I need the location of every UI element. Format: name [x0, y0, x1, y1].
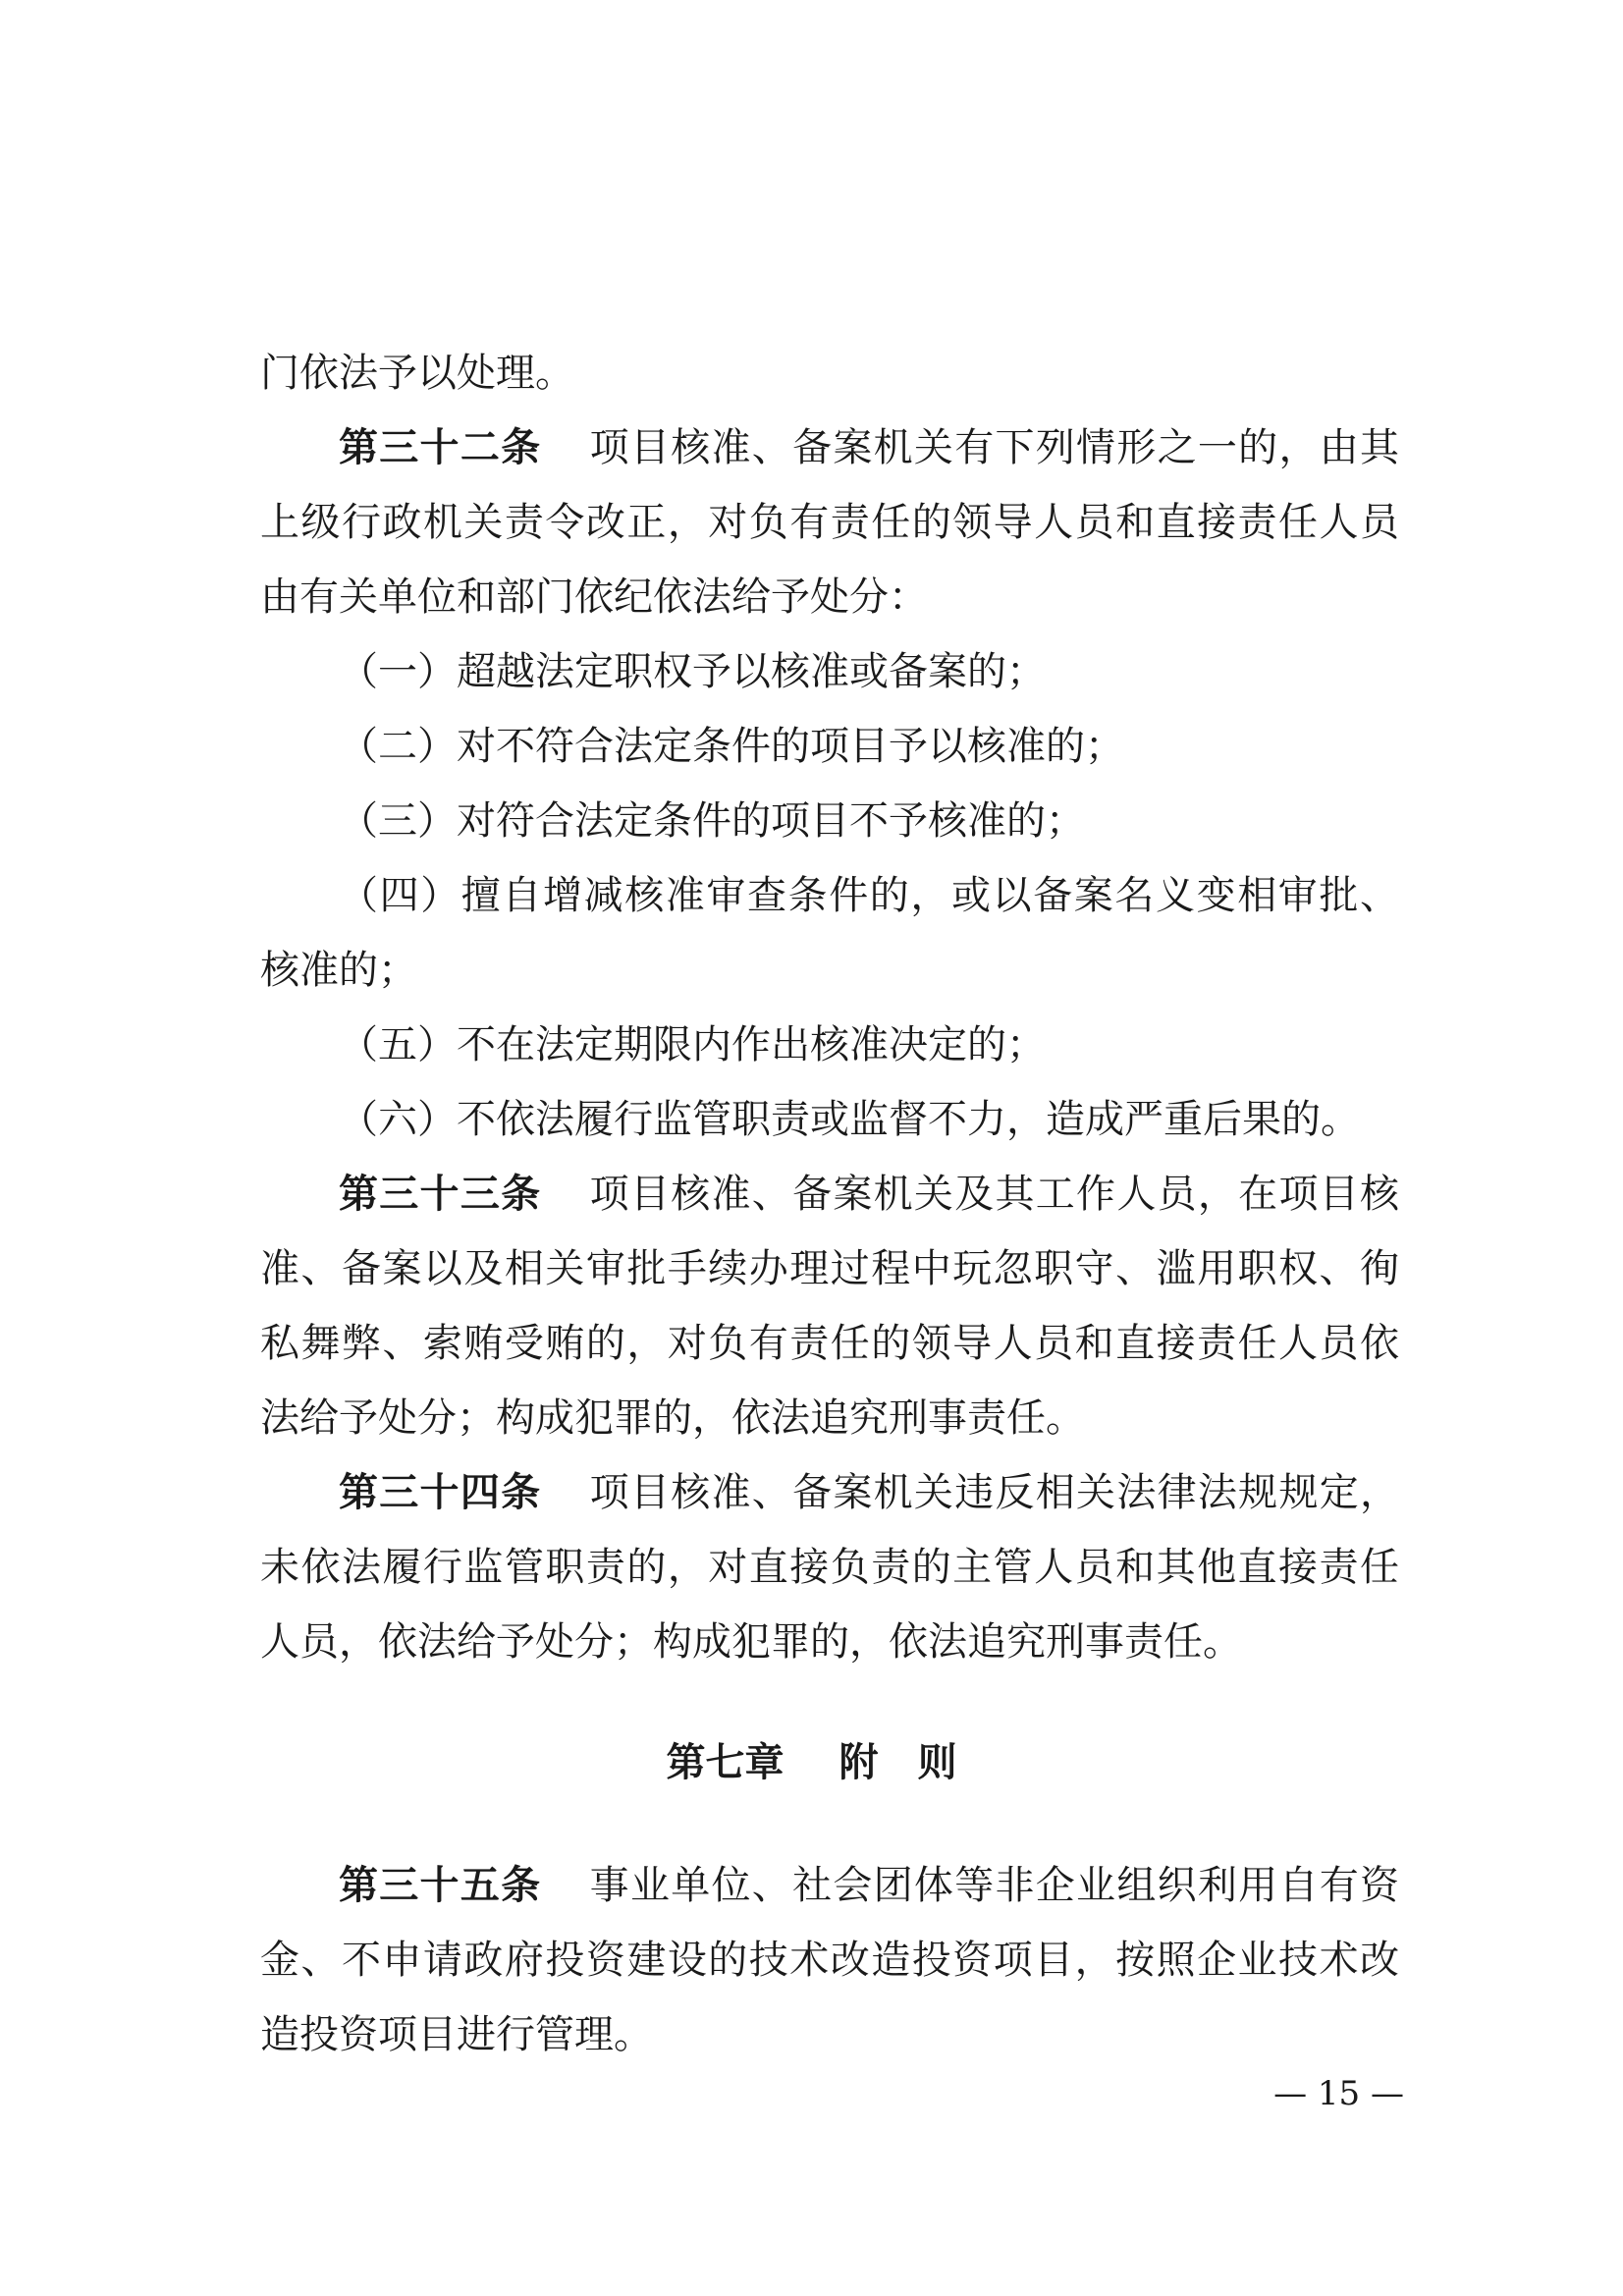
page-number: — 15 — — [1273, 2074, 1404, 2113]
article-33-line-1 — [339, 1170, 1399, 1219]
text-line: （四）擅自增减核准审查条件的，或以备案名义变相审批、 — [339, 873, 1399, 918]
text-line: （三）对符合法定条件的项目不予核准的； — [339, 798, 1085, 844]
chapter-heading — [0, 1738, 1623, 1787]
text-line: 上级行政机关责令改正，对负有责任的领导人员和直接责任人员 — [260, 500, 1399, 545]
text-line: 项目核准、备案机关有下列情形之一的，由其 — [588, 425, 1399, 470]
list-item-3 — [339, 796, 1399, 846]
text-line: （一）超越法定职权予以核准或备案的； — [339, 649, 1046, 694]
article-34-line-1 — [339, 1468, 1399, 1517]
list-item-6 — [339, 1095, 1399, 1144]
article-33-line-4 — [260, 1394, 1399, 1443]
text-line: 由有关单位和部门依纪依法给予处分： — [260, 574, 928, 620]
text-line: 核准的； — [260, 948, 417, 993]
text-line: 金、不申请政府投资建设的技术改造投资项目，按照企业技术改 — [260, 1938, 1399, 1983]
article-33-line-2 — [260, 1244, 1399, 1293]
list-item-2 — [339, 722, 1399, 771]
article-32-title: 第三十二条 — [339, 425, 542, 470]
text-line: （二）对不符合法定条件的项目予以核准的； — [339, 724, 1124, 769]
text-line: 未依法履行监管职责的，对直接负责的主管人员和其他直接责任 — [260, 1545, 1399, 1590]
article-35-line-1 — [339, 1861, 1399, 1910]
article-34-title: 第三十四条 — [339, 1470, 542, 1515]
article-32-line-3 — [260, 573, 1399, 622]
chapter-title-part-2: 则 — [917, 1740, 957, 1785]
list-item-1 — [339, 647, 1399, 696]
article-33-line-3 — [260, 1319, 1399, 1368]
chapter-title-part-1: 附 — [839, 1740, 879, 1785]
paragraph-continuation — [260, 349, 1399, 398]
text-line: 准、备案以及相关审批手续办理过程中玩忽职守、滥用职权、徇 — [260, 1246, 1399, 1291]
text-line: 法给予处分；构成犯罪的，依法追究刑事责任。 — [260, 1395, 1085, 1441]
text-line: （五）不在法定期限内作出核准决定的； — [339, 1022, 1046, 1067]
article-35-line-2 — [260, 1936, 1399, 1985]
text-line: 事业单位、社会团体等非企业组织利用自有资 — [588, 1863, 1399, 1908]
text-line: （六）不依法履行监管职责或监督不力，造成严重后果的。 — [339, 1097, 1360, 1142]
text-line: 项目核准、备案机关违反相关法律法规规定， — [588, 1470, 1399, 1515]
chapter-number: 第七章 — [666, 1740, 784, 1785]
list-item-5 — [339, 1020, 1399, 1069]
article-34-line-2 — [260, 1543, 1399, 1592]
text-line: 私舞弊、索贿受贿的，对负有责任的领导人员和直接责任人员依 — [260, 1321, 1399, 1366]
article-32-line-1 — [339, 423, 1399, 472]
text-line: 人员，依法给予处分；构成犯罪的，依法追究刑事责任。 — [260, 1619, 1242, 1665]
text-line: 项目核准、备案机关及其工作人员，在项目核 — [588, 1172, 1399, 1217]
text-line: 门依法予以处理。 — [260, 351, 574, 396]
article-35-title: 第三十五条 — [339, 1863, 542, 1908]
list-item-4-line-1 — [339, 871, 1399, 920]
article-32-line-2 — [260, 498, 1399, 547]
article-34-line-3 — [260, 1617, 1399, 1667]
article-35-line-3 — [260, 2010, 1399, 2059]
article-33-title: 第三十三条 — [339, 1172, 542, 1217]
list-item-4-line-2 — [260, 946, 1399, 995]
text-line: 造投资项目进行管理。 — [260, 2012, 653, 2057]
